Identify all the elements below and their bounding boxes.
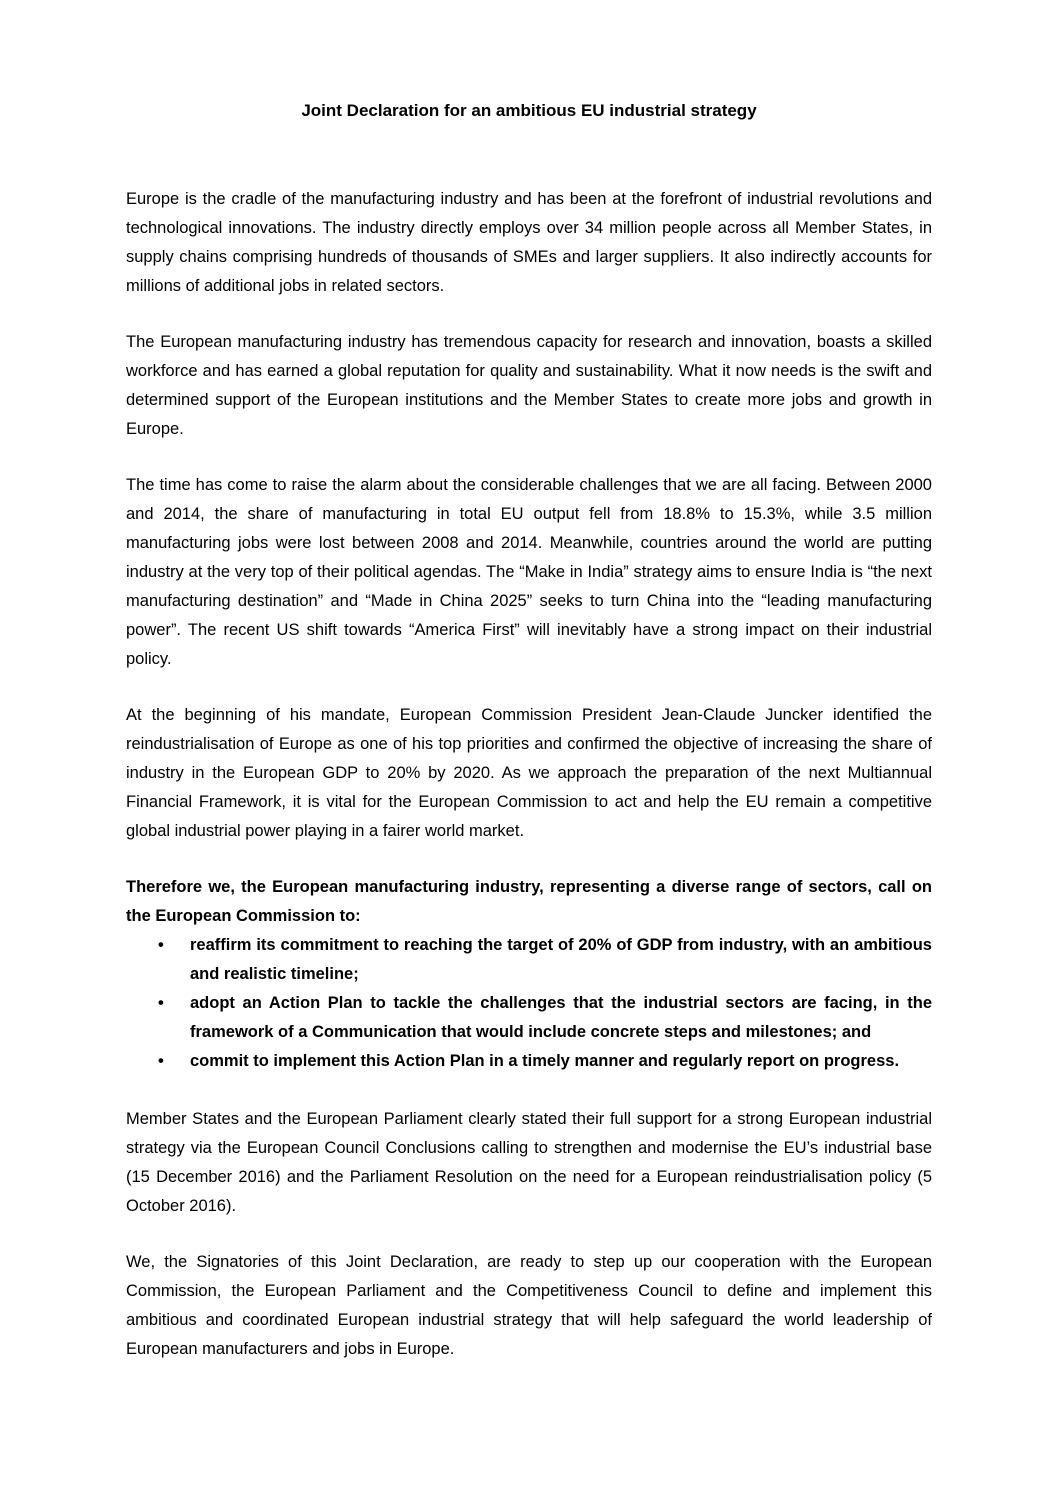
paragraph-member-states: Member States and the European Parliament clearly stated their full support for a strong European industrial strategy via the European Council Conclusions calling to strengthen and modernise the EU’s industrial base (15 December 2016) and the Parliament Resolution on the need for a European reindustrialisation policy (5 October 2016).: [126, 1110, 932, 1215]
paragraph-intro: Europe is the cradle of the manufacturing industry and has been at the forefront of industrial revolutions and technological innovations. The industry directly employs over 34 million people across all Member States, in supply chains comprising hundreds of thousands of SMEs and larger suppliers. It also indirectly accounts for millions of additional jobs in related sectors.: [126, 190, 932, 295]
call-intro: Therefore we, the European manufacturing industry, representing a diverse range of sectors, call on the European Commission to:: [126, 878, 932, 925]
call-bullet-text: adopt an Action Plan to tackle the challenges that the industrial sectors are facing, in the framework of a Communication that would include concrete steps and milestones; and: [190, 994, 932, 1041]
paragraph-mandate: At the beginning of his mandate, European Commission President Jean-Claude Juncker identified the reindustrialisation of Europe as one of his top priorities and confirmed the objective of increasing the share of industry in the European GDP to 20% by 2020. As we approach the preparation of the next Multiannual Financial Framework, it is vital for the European Commission to act and help the EU remain a competitive global industrial power playing in a fairer world market.: [126, 706, 932, 840]
bullet-dot-icon: •: [158, 936, 164, 954]
call-bullet-text: reaffirm its commitment to reaching the target of 20% of GDP from industry, with an ambitious and realistic timeline;: [190, 936, 932, 983]
paragraph-capacity: The European manufacturing industry has tremendous capacity for research and innovation, boasts a skilled workforce and has earned a global reputation for quality and sustainability. What it now needs is the swift and determined support of the European institutions and the Member States to create more jobs and growth in Europe.: [126, 333, 932, 438]
call-bullet-item: [126, 1047, 932, 1076]
call-bullet-item: [126, 989, 932, 1047]
paragraph-challenges: The time has come to raise the alarm about the considerable challenges that we are all facing. Between 2000 and 2014, the share of manufacturing in total EU output fell from 18.8% to 15.3%, while 3.5 million manufacturing jobs were lost between 2008 and 2014. Meanwhile, countries around the world are putting industry at the very top of their political agendas. The “Make in India” strategy aims to ensure India is “the next manufacturing destination” and “Made in China 2025” seeks to turn China into the “leading manufacturing power”. The recent US shift towards “America First” will inevitably have a strong impact on their industrial policy.: [126, 476, 932, 668]
call-bullet-list: [126, 931, 932, 1076]
call-bullet-text: commit to implement this Action Plan in a timely manner and regularly report on progress.: [190, 1052, 900, 1070]
bullet-dot-icon: •: [158, 994, 164, 1012]
document-title: Joint Declaration for an ambitious EU industrial strategy: [301, 101, 757, 120]
paragraph-signatories: We, the Signatories of this Joint Declaration, are ready to step up our cooperation with the European Commission, the European Parliament and the Competitiveness Council to define and implement this ambitious and coordinated European industrial strategy that will help safeguard the world leadership of European manufacturers and jobs in Europe.: [126, 1253, 932, 1358]
call-bullet-item: [126, 931, 932, 989]
bullet-dot-icon: •: [158, 1052, 164, 1070]
